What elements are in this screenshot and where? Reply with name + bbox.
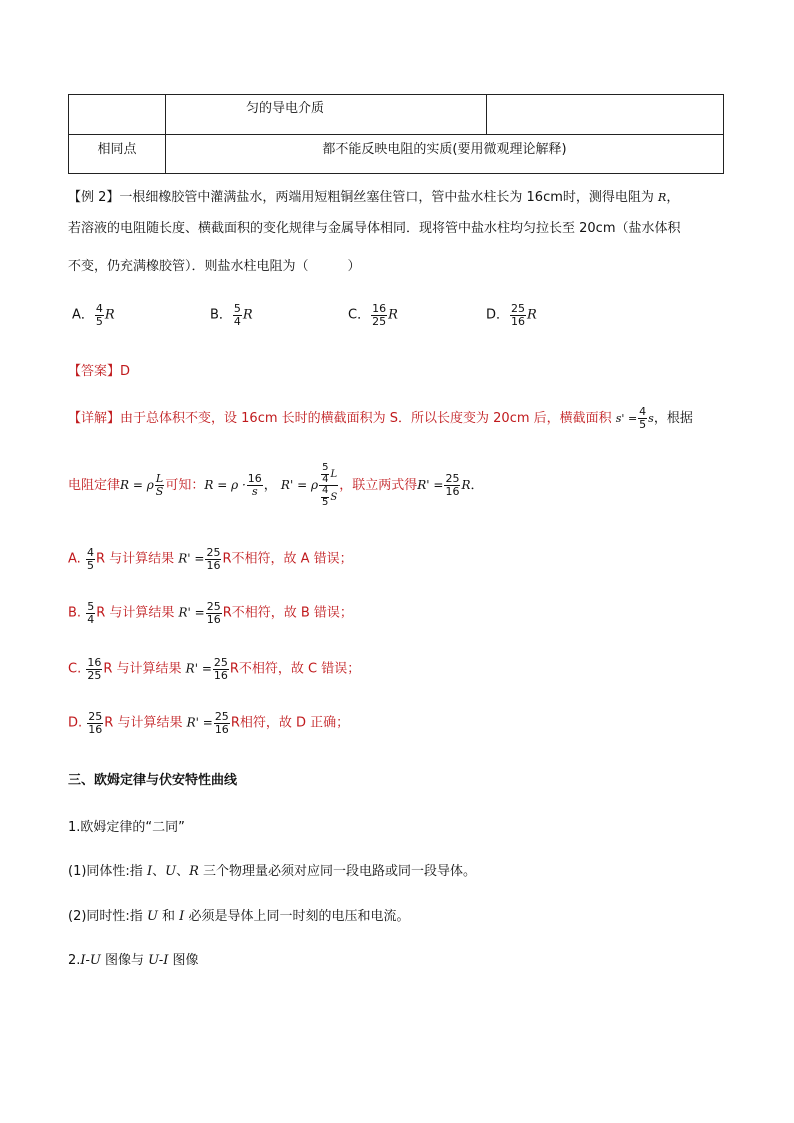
table-row-label: 相同点 bbox=[69, 135, 166, 174]
table-cell: 都不能反映电阻的实质(要用微观理论解释) bbox=[166, 135, 724, 174]
example-line-1: 【例 2】一根细橡胶管中灌满盐水，两端用短粗铜丝塞住管口，管中盐水柱长为 16cm时，测得电阻为 R， bbox=[68, 190, 680, 205]
comparison-table bbox=[68, 94, 724, 174]
table-cell bbox=[69, 95, 166, 135]
example-line-2: 若溶液的电阻随长度、横截面积的变化规律与金属导体相同．现将管中盐水柱均匀拉长至 20cm（盐水体积 bbox=[68, 221, 681, 236]
analysis-d: D. $\frac{25}{16}$ R 与计算结果 R' = $\frac{25}{16}$ R相符，故 D 正确； bbox=[68, 710, 350, 736]
option-d: D． $\frac{25}{16}$ R bbox=[486, 302, 537, 328]
example-tag: 【例 2】 bbox=[68, 190, 120, 205]
section-p4: 2.I-U 图像与 U-I 图像 bbox=[68, 953, 199, 968]
example-line-3: 不变，仍充满橡胶管）．则盐水柱电阻为（ ） bbox=[68, 259, 361, 274]
option-c: C． $\frac{16}{25}$ R bbox=[348, 302, 398, 328]
table-cell: 匀的导电介质 bbox=[166, 95, 487, 135]
answer: 【答案】D bbox=[68, 364, 131, 379]
section-heading: 三、欧姆定律与伏安特性曲线 bbox=[68, 773, 238, 788]
section-p2: (1)同体性:指 I、U、R 三个物理量必须对应同一段电路或同一段导体。 bbox=[68, 864, 477, 879]
option-b: B． $\frac{5}{4}$ R bbox=[210, 302, 253, 328]
option-a: A． $\frac{4}{5}$ R bbox=[72, 302, 115, 328]
analysis-b: B. $\frac{5}{4}$ R 与计算结果 R' = $\frac{25}{16}$ R不相符，故 B 错误； bbox=[68, 600, 353, 626]
detail-tag: 【详解】 bbox=[68, 411, 121, 426]
section-p3: (2)同时性:指 U 和 I 必须是导体上同一时刻的电压和电流。 bbox=[68, 909, 410, 924]
detail-line-1: 【详解】由于总体积不变，设 16cm 长时的横截面积为 S．所以长度变为 20cm 后，横截面积 s' = $\frac{4}{5}$ s，根据 bbox=[68, 405, 693, 431]
analysis-a: A. $\frac{4}{5}$ R 与计算结果 R' = $\frac{25}{16}$ R不相符，故 A 错误； bbox=[68, 546, 353, 572]
detail-line-2: 电阻定律R = ρ $\frac{L}{S}$ 可知：R = ρ · $\frac{16}{s}$ ， R' = ρ $\frac{5}{4}$ L $\frac{4}{5}$ S ，联立两式得R' = $\frac{25}{16}$ R． bbox=[68, 462, 484, 508]
section-p1: 1.欧姆定律的“二同” bbox=[68, 820, 185, 835]
table-cell bbox=[487, 95, 724, 135]
analysis-c: C. $\frac{16}{25}$ R 与计算结果 R' = $\frac{25}{16}$ R不相符，故 C 错误； bbox=[68, 656, 361, 682]
